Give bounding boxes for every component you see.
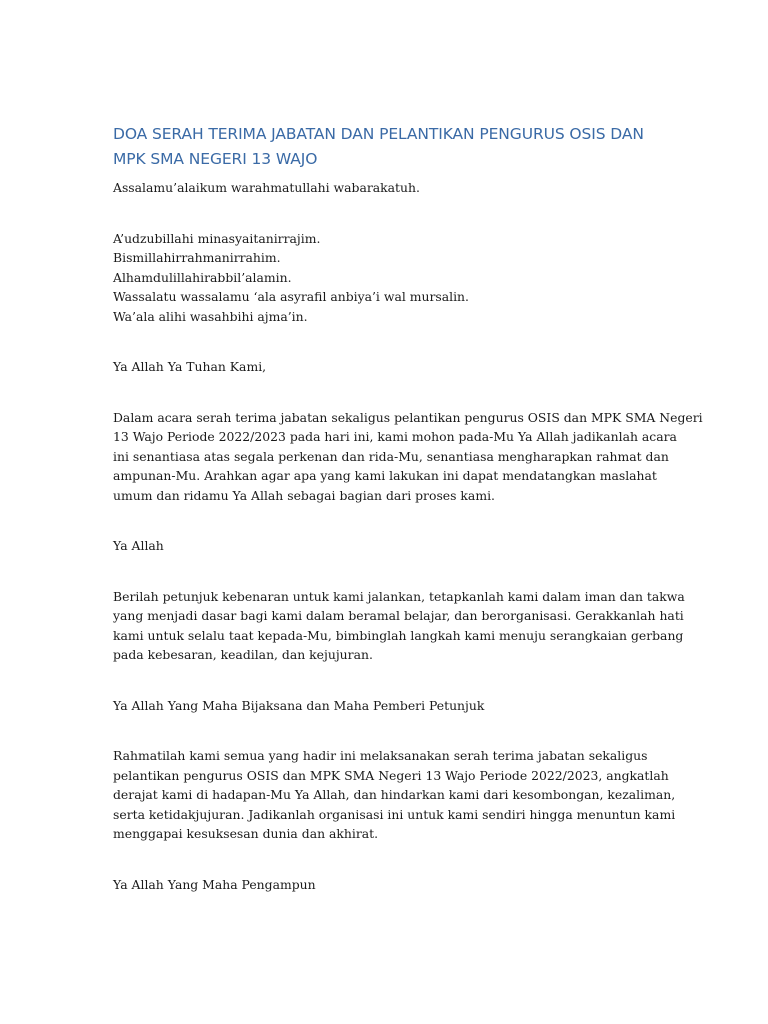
address-line: Ya Allah Ya Tuhan Kami, bbox=[113, 359, 267, 374]
title-line: DOA SERAH TERIMA JABATAN DAN PELANTIKAN PENGURUS OSIS DAN bbox=[113, 125, 644, 143]
title-line: MPK SMA NEGERI 13 WAJO bbox=[113, 150, 318, 168]
document-page bbox=[113, 122, 703, 894]
paragraph-line: Berilah petunjuk kebenaran untuk kami jalankan, tetapkanlah kami dalam iman dan takwa bbox=[113, 588, 685, 604]
address-line: Ya Allah Yang Maha Bijaksana dan Maha Pemberi Petunjuk bbox=[113, 697, 485, 713]
paragraph-line: derajat kami di hadapan-Mu Ya Allah, dan hindarkan kami dari kesombongan, kezaliman, bbox=[113, 787, 676, 802]
paragraph-line: serta ketidakjujuran. Jadikanlah organisasi ini untuk kami sendiri hingga menuntun kami bbox=[113, 806, 676, 822]
paragraph-line: yang menjadi dasar bagi kami dalam beramal belajar, dan berorganisasi. Gerakkanlah hati bbox=[113, 608, 684, 623]
document-body bbox=[113, 178, 703, 894]
opening-line: Wa’ala alihi wasahbihi ajma’in. bbox=[113, 308, 308, 324]
address-line: Ya Allah Yang Maha Pengampun bbox=[113, 876, 316, 892]
paragraph-line: kami untuk selalu taat kepada-Mu, bimbinglah langkah kami menuju serangkaian gerbang bbox=[113, 627, 684, 643]
paragraph-line: ini senantiasa atas segala perkenan dan rida-Mu, senantiasa mengharapkan rahmat dan bbox=[113, 448, 669, 464]
greeting-text: Assalamu’alaikum warahmatullahi wabarakatuh. bbox=[113, 180, 420, 195]
document-title bbox=[113, 122, 658, 172]
opening-line: Wassalatu wassalamu ‘ala asyrafil anbiya’i wal mursalin. bbox=[113, 289, 469, 304]
paragraph-line: umum dan ridamu Ya Allah sebagai bagian dari proses kami. bbox=[113, 487, 495, 503]
paragraph-line: Rahmatilah kami semua yang hadir ini melaksanakan serah terima jabatan sekaligus bbox=[113, 748, 648, 763]
prayer-paragraph bbox=[113, 587, 685, 665]
prayer-paragraph bbox=[113, 746, 676, 844]
opening-line: Alhamdulillahirabbil’alamin. bbox=[113, 269, 292, 285]
opening-prayer bbox=[113, 229, 658, 327]
address-line: Ya Allah bbox=[113, 538, 164, 553]
paragraph-line: pelantikan pengurus OSIS dan MPK SMA Negeri 13 Wajo Periode 2022/2023, angkatlah bbox=[113, 767, 669, 783]
prayer-paragraph bbox=[113, 408, 703, 506]
opening-line: A’udzubillahi minasyaitanirrajim. bbox=[113, 230, 321, 246]
paragraph-line: menggapai kesuksesan dunia dan akhirat. bbox=[113, 826, 379, 841]
paragraph-line: 13 Wajo Periode 2022/2023 pada hari ini, kami mohon pada-Mu Ya Allah jadikanlah acara bbox=[113, 429, 677, 444]
paragraph-line: Dalam acara serah terima jabatan sekaligus pelantikan pengurus OSIS dan MPK SMA Negeri bbox=[113, 409, 703, 425]
paragraph-line: pada kebesaran, keadilan, dan kejujuran. bbox=[113, 647, 373, 662]
paragraph-line: ampunan-Mu. Arahkan agar apa yang kami lakukan ini dapat mendatangkan maslahat bbox=[113, 468, 657, 483]
opening-line: Bismillahirrahmanirrahim. bbox=[113, 250, 281, 265]
